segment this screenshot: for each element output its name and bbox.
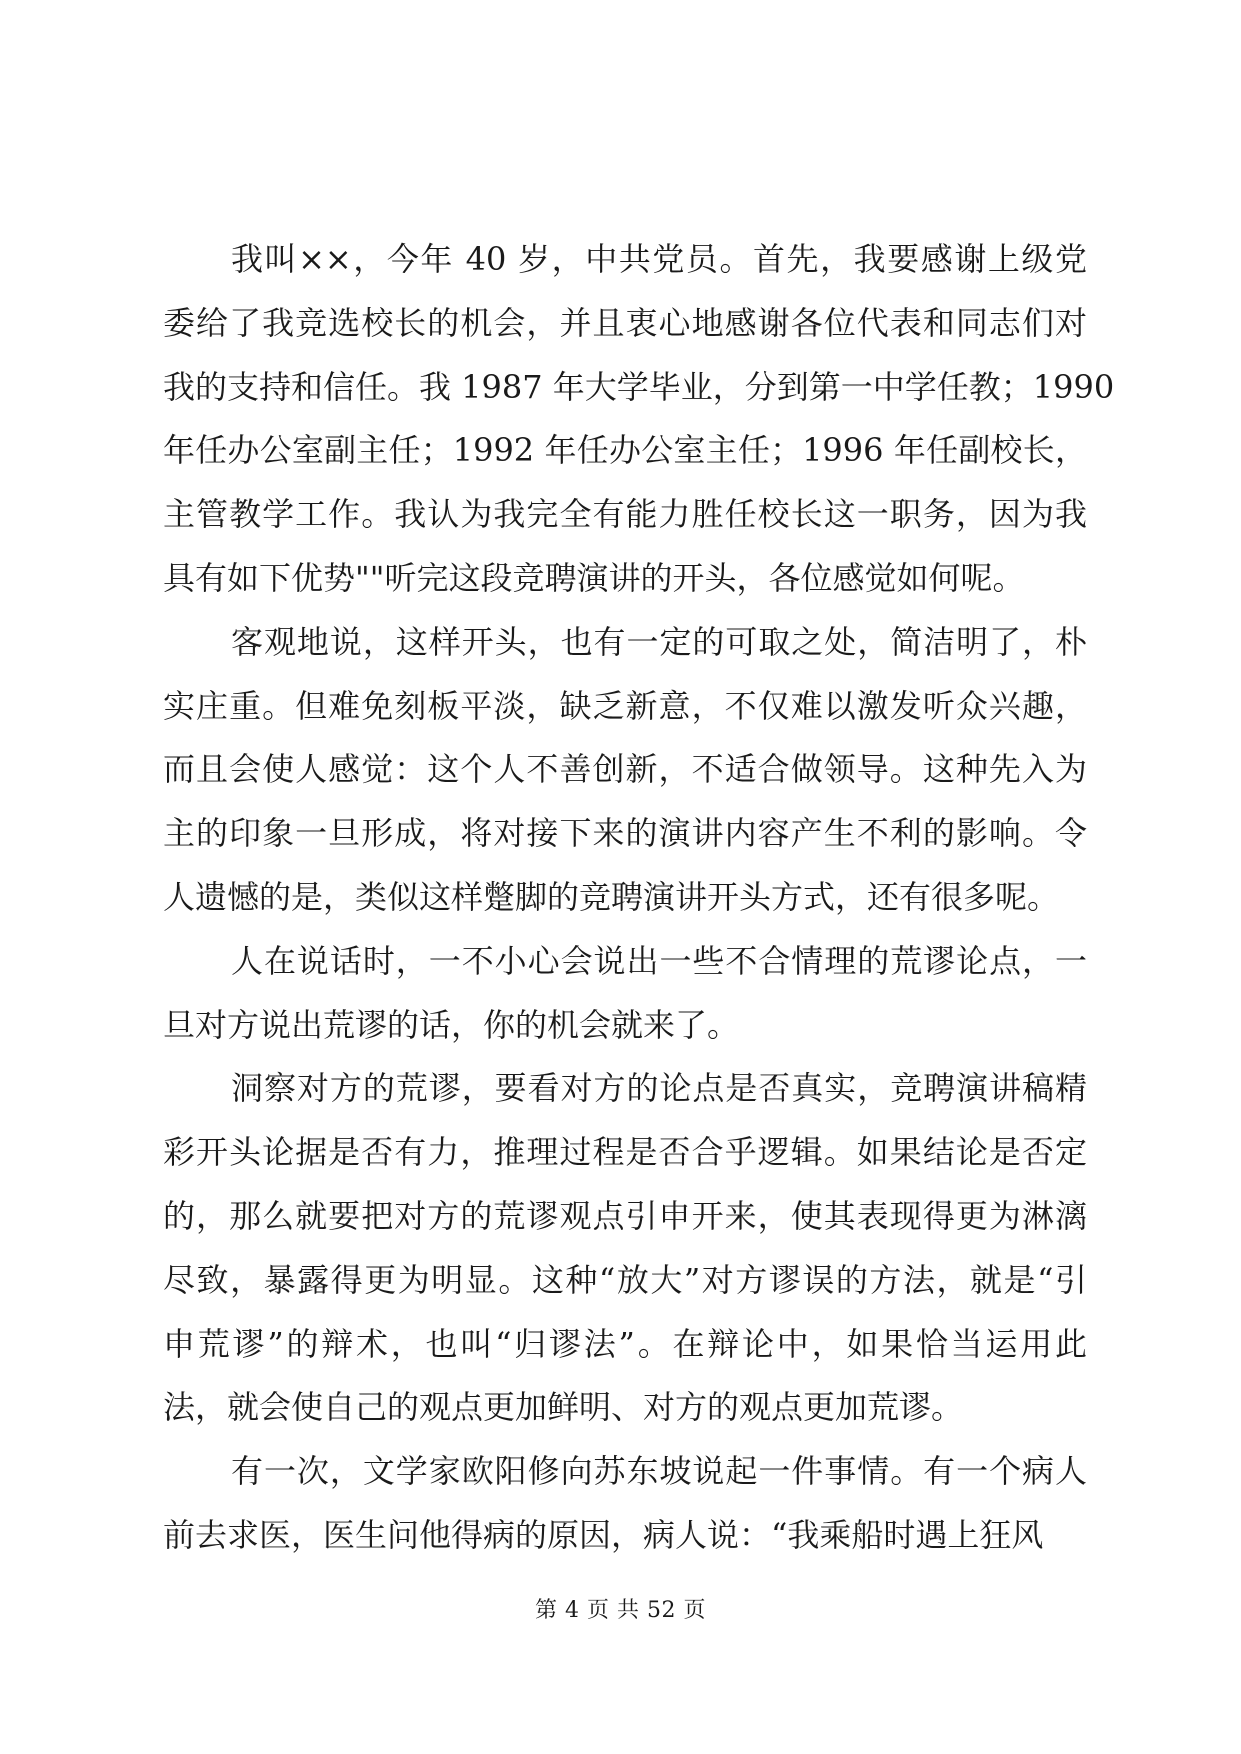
text-line: 而且会使人感觉：这个人不善创新，不适合做领导。这种先入为 — [163, 750, 1087, 789]
text-line: 有一次，文学家欧阳修向苏东坡说起一件事情。有一个病人 — [231, 1452, 1087, 1491]
paragraph — [163, 930, 1087, 1058]
text-line: 主的印象一旦形成，将对接下来的演讲内容产生不利的影响。令 — [163, 814, 1087, 853]
body-text — [163, 228, 1115, 1568]
paragraph — [163, 1440, 1087, 1568]
paragraph — [163, 228, 1115, 611]
text-line: 洞察对方的荒谬，要看对方的论点是否真实，竞聘演讲稿精 — [231, 1069, 1087, 1108]
text-line: 我的支持和信任。我 1987 年大学毕业，分到第一中学任教；1990 — [163, 367, 1115, 406]
text-line: 主管教学工作。我认为我完全有能力胜任校长这一职务，因为我 — [163, 495, 1087, 534]
paragraph — [163, 611, 1087, 930]
text-line: 委给了我竞选校长的机会，并且衷心地感谢各位代表和同志们对 — [163, 303, 1087, 342]
text-line: 前去求医，医生问他得病的原因，病人说：“我乘船时遇上狂风 — [163, 1515, 1044, 1554]
text-line: 人在说话时，一不小心会说出一些不合情理的荒谬论点，一 — [231, 941, 1087, 980]
text-line: 的，那么就要把对方的荒谬观点引申开来，使其表现得更为淋漓 — [163, 1196, 1087, 1235]
text-line: 年任办公室副主任；1992 年任办公室主任；1996 年任副校长， — [163, 431, 1087, 470]
text-line: 我叫××，今年 40 岁，中共党员。首先，我要感谢上级党 — [231, 240, 1087, 278]
paragraph — [163, 1057, 1087, 1440]
text-line: 实庄重。但难免刻板平淡，缺乏新意，不仅难以激发听众兴趣， — [163, 686, 1087, 725]
page-footer: 第 4 页 共 52 页 — [535, 1598, 706, 1623]
text-line: 申荒谬”的辩术，也叫“归谬法”。在辩论中，如果恰当运用此 — [163, 1324, 1087, 1363]
text-line: 旦对方说出荒谬的话，你的机会就来了。 — [163, 1005, 740, 1044]
text-line: 人遗憾的是，类似这样蹩脚的竞聘演讲开头方式，还有很多呢。 — [163, 877, 1060, 916]
text-line: 彩开头论据是否有力，推理过程是否合乎逻辑。如果结论是否定 — [163, 1133, 1087, 1172]
text-line: 具有如下优势""听完这段竞聘演讲的开头，各位感觉如何呢。 — [163, 558, 1025, 597]
text-line: 客观地说，这样开头，也有一定的可取之处，简洁明了，朴 — [231, 622, 1087, 661]
text-line: 法，就会使自己的观点更加鲜明、对方的观点更加荒谬。 — [163, 1388, 964, 1427]
text-line: 尽致，暴露得更为明显。这种“放大”对方谬误的方法，就是“引 — [163, 1260, 1087, 1299]
